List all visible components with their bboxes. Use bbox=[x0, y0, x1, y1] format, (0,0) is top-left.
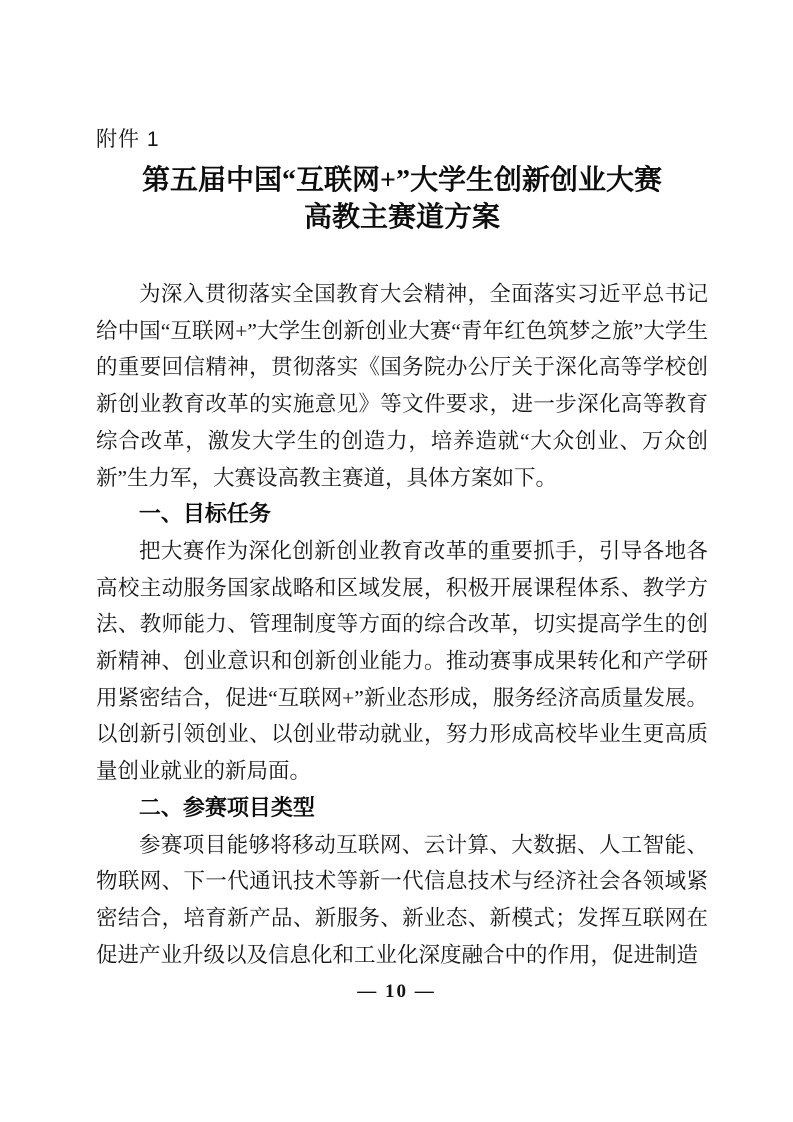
section-heading-project-types: 二、参赛项目类型 bbox=[138, 794, 315, 820]
section-heading-goals: 一、目标任务 bbox=[138, 501, 271, 527]
document-content bbox=[96, 126, 708, 973]
body-paragraph-project-types: 参赛项目能够将移动互联网、云计算、大数据、人工智能、物联网、下一代通讯技术等新一代信息技术与经济社会各领域紧密结合，培育新产品、新服务、新业态、新模式；发挥互联网在促进产业升级以及信息化和工业化深度融合中的作用，促进制造 bbox=[96, 832, 708, 967]
attachment-label: 附件 1 bbox=[96, 128, 160, 151]
document-title-line1: 第五届中国“互联网+”大学生创新创业大赛 bbox=[142, 165, 662, 196]
body-paragraph-intro: 为深入贯彻落实全国教育大会精神，全面落实习近平总书记给中国“互联网+”大学生创新创业大赛“青年红色筑梦之旅”大学生的重要回信精神，贯彻落实《国务院办公厅关于深化高等学校创新创业教育改革的实施意见》等文件要求，进一步深化高等教育综合改革，激发大学生的创造力，培养造就“大众创业、万众创新”生力军，大赛设高教主赛道，具体方案如下。 bbox=[96, 282, 708, 490]
document-body bbox=[96, 276, 708, 973]
page-number: — 10 — bbox=[357, 981, 436, 1002]
document-title-line2: 高教主赛道方案 bbox=[303, 202, 500, 233]
body-paragraph-goals: 把大赛作为深化创新创业教育改革的重要抓手，引导各地各高校主动服务国家战略和区域发展，积极开展课程体系、教学方法、教师能力、管理制度等方面的综合改革，切实提高学生的创新精神、创业意识和创新创业能力。推动赛事成果转化和产学研用紧密结合，促进“互联网+”新业态形成，服务经济高质量发展。以创新引领创业、以创业带动就业，努力形成高校毕业生更高质量创业就业的新局面。 bbox=[96, 538, 708, 784]
document-title bbox=[96, 162, 708, 236]
